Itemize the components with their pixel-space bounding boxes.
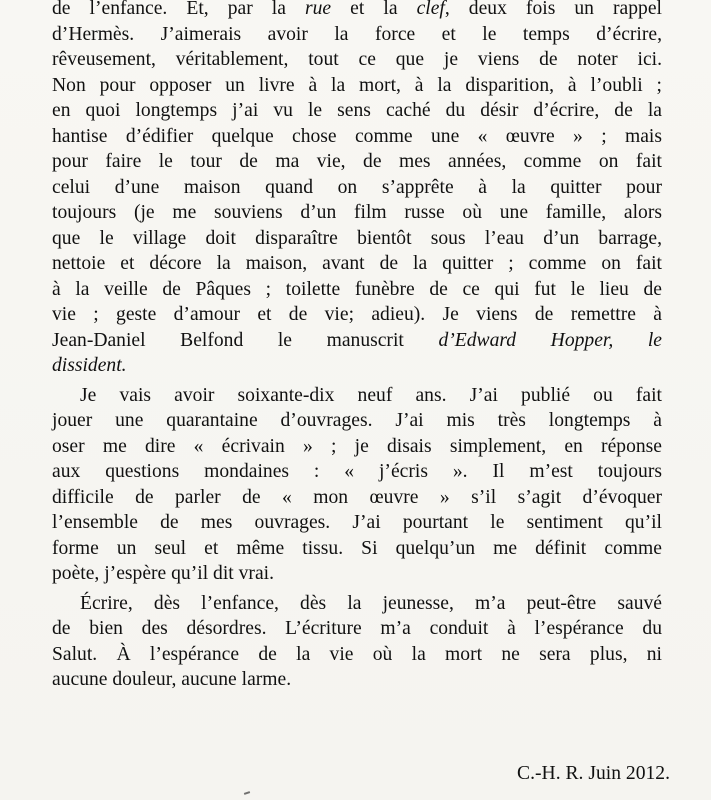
paragraph-1-line-10: que le village doit disparaître bientôt sous l’eau d’un barrage,: [52, 227, 662, 249]
paragraph-2-line-3: oser me dire « écrivain » ; je disais simplement, en réponse: [52, 435, 662, 457]
paragraph-3-line-2: de bien des désordres. L’écriture m’a conduit à l’espérance du: [52, 618, 662, 639]
signature-date: C.-H. R. Juin 2012.: [517, 763, 670, 784]
paragraph-2-line-2: jouer une quarantaine d’ouvrages. J’ai mis très longtemps à: [52, 410, 662, 431]
italic-title-part-1: d’Edward Hopper, le: [438, 329, 662, 351]
scan-ink-mark: [244, 791, 250, 795]
text-run: Jean-Daniel Belfond le manuscrit: [52, 329, 439, 351]
paragraph-1-line-3: rêveusement, véritablement, tout ce que je viens de noter ici.: [52, 49, 662, 70]
italic-title-part-2: dissident.: [52, 355, 127, 376]
paragraph-2-line-7: forme un seul et même tissu. Si quelqu’un me définit comme: [52, 537, 662, 559]
paragraph-1-line-5: en quoi longtemps j’ai vu le sens caché du désir d’écrire, de la: [52, 100, 662, 121]
paragraph-2-line-1: Je vais avoir soixante-dix neuf ans. J’ai publié ou fait: [80, 384, 662, 406]
text-run: de l’enfance. Et, par la: [52, 0, 305, 19]
paragraph-1-line-12: à la veille de Pâques ; toilette funèbre de ce qui fut le lieu de: [52, 278, 662, 300]
text-run: , deux fois un rappel: [444, 0, 662, 19]
paragraph-1-line-8: celui d’une maison quand on s’apprête à la quitter pour: [52, 176, 662, 198]
paragraph-3-line-1: Écrire, dès l’enfance, dès la jeunesse, m’a peut-être sauvé: [80, 592, 662, 614]
paragraph-1-line-1: [52, 0, 662, 22]
page-text: [52, 0, 662, 693]
text-run: et la: [331, 0, 417, 19]
paragraph-1-line-9: toujours (je me souviens d’un film russe où une famille, alors: [52, 202, 662, 223]
paragraph-1-line-6: hantise d’édifier quelque chose comme une « œuvre » ; mais: [52, 125, 662, 147]
paragraph-3-line-3: Salut. À l’espérance de la vie où la mort ne sera plus, ni: [52, 643, 662, 665]
paragraph-1-line-15: [52, 353, 662, 379]
paragraph-1-line-7: pour faire le tour de ma vie, de mes années, comme on fait: [52, 151, 662, 172]
paragraph-1-line-13: vie ; geste d’amour et de vie; adieu). Je viens de remettre à: [52, 304, 662, 325]
paragraph-2-line-4: aux questions mondaines : « j’écris ». Il m’est toujours: [52, 461, 662, 482]
italic-word-clef: clef: [416, 0, 445, 19]
paragraph-2-line-5: difficile de parler de « mon œuvre » s’il s’agit d’évoquer: [52, 486, 662, 508]
paragraph-1-line-2: d’Hermès. J’aimerais avoir la force et le temps d’écrire,: [52, 23, 662, 45]
paragraph-2-line-6: l’ensemble de mes ouvrages. J’ai pourtant le sentiment qu’il: [52, 512, 662, 533]
paragraph-1-line-11: nettoie et décore la maison, avant de la quitter ; comme on fait: [52, 253, 662, 274]
paragraph-2-line-8: poète, j’espère qu’il dit vrai.: [52, 563, 274, 584]
paragraph-1-line-4: Non pour opposer un livre à la mort, à la disparition, à l’oubli ;: [52, 74, 662, 96]
paragraph-3-line-4: aucune douleur, aucune larme.: [52, 669, 292, 690]
paragraph-1-line-14: [52, 328, 662, 354]
italic-word-rue: rue: [305, 0, 332, 19]
